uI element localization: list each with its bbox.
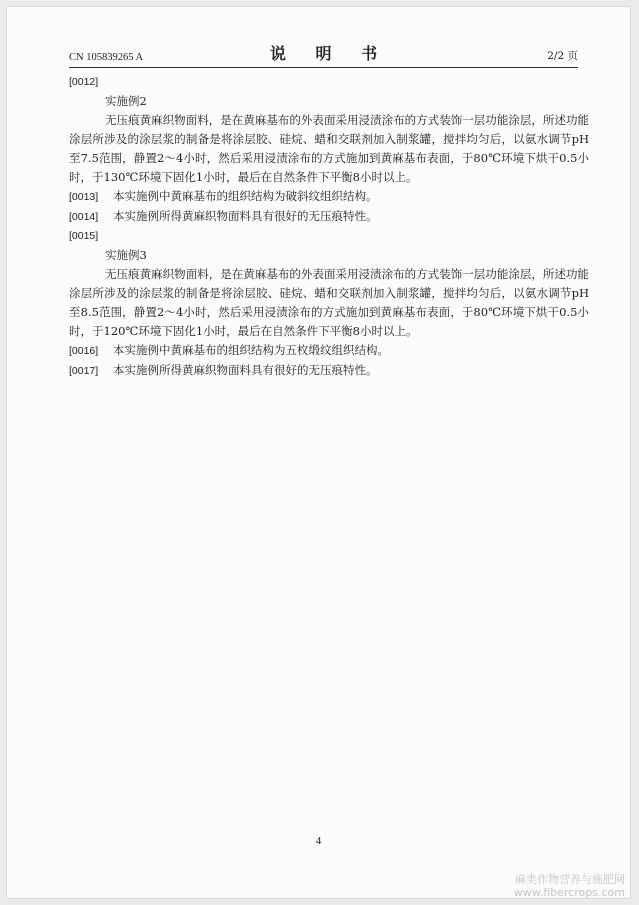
paragraph-text: 本实施例所得黄麻织物面料具有很好的无压痕特性。 (113, 209, 378, 223)
paragraph-tag: [0015] (69, 230, 99, 242)
page-indicator: 2/2 页 (547, 50, 578, 62)
paragraph-0015 (69, 227, 589, 341)
site-watermark (514, 873, 625, 899)
paragraph-text: 本实施例中黄麻基布的组织结构为破斜纹组织结构。 (113, 189, 378, 203)
paragraph-tag: [0014] (69, 211, 99, 223)
example-heading: 实施例2 (105, 94, 147, 108)
paragraph-0017 (69, 361, 589, 381)
paragraph-0012 (69, 73, 589, 187)
document-body (69, 73, 589, 381)
patent-number: CN 105839265 A (69, 52, 144, 63)
paragraph-text: 本实施例所得黄麻织物面料具有很好的无压痕特性。 (113, 363, 378, 377)
paragraph-text: 本实施例中黄麻基布的组织结构为五枚缎纹组织结构。 (113, 343, 389, 357)
paragraph-text: 无压痕黄麻织物面料，是在黄麻基布的外表面采用浸渍涂布的方式装饰一层功能涂层，所述功能涂层所涉及的涂层浆的制备是将涂层胶、硅烷、蜡和交联剂加入制浆罐，搅拌均匀后，以氨水调节pH至8.5范围，静置2～4小时，然后采用浸渍涂布的方式施加到黄麻基布表面，于80℃环境下烘干0.5小时，于120℃环境下固化1小时，最后在自然条件下平衡8小时以上。 (69, 267, 589, 338)
example-heading: 实施例3 (105, 248, 147, 262)
paragraph-0014 (69, 207, 589, 227)
document-title: 说 明 书 (269, 44, 390, 63)
paragraph-0016 (69, 341, 589, 361)
document-page (6, 6, 631, 899)
watermark-url: www.fibercrops.com (513, 886, 625, 899)
paragraph-text: 无压痕黄麻织物面料，是在黄麻基布的外表面采用浸渍涂布的方式装饰一层功能涂层，所述功能涂层所涉及的涂层浆的制备是将涂层胶、硅烷、蜡和交联剂加入制浆罐，搅拌均匀后，以氨水调节pH至7.5范围，静置2～4小时，然后采用浸渍涂布的方式施加到黄麻基布表面，于80℃环境下烘干0.5小时，于130℃环境下固化1小时，最后在自然条件下平衡8小时以上。 (69, 113, 589, 184)
paragraph-tag: [0012] (69, 76, 99, 88)
paragraph-0013 (69, 187, 589, 207)
page-number: 4 (315, 835, 322, 847)
page-header (69, 41, 578, 68)
watermark-site-name: 麻类作物营养与施肥网 (515, 873, 625, 886)
paragraph-tag: [0013] (69, 191, 99, 203)
paragraph-tag: [0016] (69, 345, 99, 357)
paragraph-tag: [0017] (69, 365, 99, 377)
